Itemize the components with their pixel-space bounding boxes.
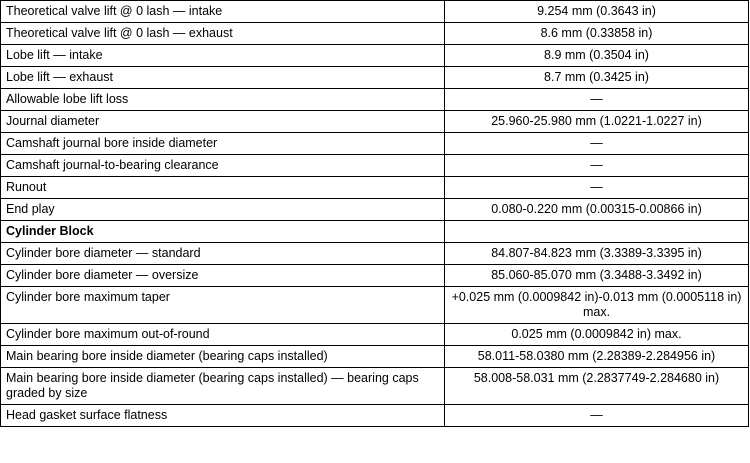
spec-label-cell: Allowable lobe lift loss [1, 89, 445, 111]
spec-label-cell: Cylinder bore diameter — oversize [1, 265, 445, 287]
spec-label-cell: Camshaft journal-to-bearing clearance [1, 155, 445, 177]
table-row [1, 133, 749, 155]
specifications-table-body [1, 1, 749, 427]
spec-value-cell: 0.080-0.220 mm (0.00315-0.00866 in) [445, 199, 749, 221]
spec-value-cell: 58.011-58.0380 mm (2.28389-2.284956 in) [445, 346, 749, 368]
table-row [1, 346, 749, 368]
table-row [1, 199, 749, 221]
spec-value-cell: 84.807-84.823 mm (3.3389-3.3395 in) [445, 243, 749, 265]
spec-value-cell: — [445, 89, 749, 111]
section-title: Cylinder Block [1, 221, 445, 243]
spec-value-cell: 25.960-25.980 mm (1.0221-1.0227 in) [445, 111, 749, 133]
spec-value-cell: 8.7 mm (0.3425 in) [445, 67, 749, 89]
spec-label-cell: Theoretical valve lift @ 0 lash — intake [1, 1, 445, 23]
table-row [1, 89, 749, 111]
spec-value-cell: 8.6 mm (0.33858 in) [445, 23, 749, 45]
table-row [1, 155, 749, 177]
spec-value-cell: 0.025 mm (0.0009842 in) max. [445, 324, 749, 346]
table-row [1, 265, 749, 287]
spec-value-cell: 9.254 mm (0.3643 in) [445, 1, 749, 23]
spec-value-cell: — [445, 155, 749, 177]
spec-value-cell: — [445, 177, 749, 199]
spec-label-cell: Main bearing bore inside diameter (bearing caps installed) — bearing caps graded by size [1, 368, 445, 405]
spec-value-cell: 8.9 mm (0.3504 in) [445, 45, 749, 67]
table-row [1, 243, 749, 265]
table-row [1, 368, 749, 405]
spec-label-cell: Journal diameter [1, 111, 445, 133]
spec-label-cell: Cylinder bore diameter — standard [1, 243, 445, 265]
spec-value-cell: — [445, 405, 749, 427]
spec-label-cell: Cylinder bore maximum taper [1, 287, 445, 324]
spec-value-cell: +0.025 mm (0.0009842 in)-0.013 mm (0.0005118 in) max. [445, 287, 749, 324]
spec-label-cell: Main bearing bore inside diameter (bearing caps installed) [1, 346, 445, 368]
spec-label-cell: Lobe lift — intake [1, 45, 445, 67]
spec-label-cell: Runout [1, 177, 445, 199]
section-value-cell [445, 221, 749, 243]
table-row [1, 45, 749, 67]
table-row [1, 67, 749, 89]
table-row [1, 23, 749, 45]
spec-label-cell: Camshaft journal bore inside diameter [1, 133, 445, 155]
table-row [1, 324, 749, 346]
spec-label-cell: Lobe lift — exhaust [1, 67, 445, 89]
table-row [1, 111, 749, 133]
table-row [1, 287, 749, 324]
spec-label-cell: Head gasket surface flatness [1, 405, 445, 427]
spec-label-cell: End play [1, 199, 445, 221]
table-row [1, 1, 749, 23]
spec-value-cell: 85.060-85.070 mm (3.3488-3.3492 in) [445, 265, 749, 287]
spec-label-cell: Theoretical valve lift @ 0 lash — exhaust [1, 23, 445, 45]
spec-value-cell: 58.008-58.031 mm (2.2837749-2.284680 in) [445, 368, 749, 405]
table-row [1, 405, 749, 427]
spec-label-cell: Cylinder bore maximum out-of-round [1, 324, 445, 346]
spec-value-cell: — [445, 133, 749, 155]
table-row [1, 177, 749, 199]
section-header-row [1, 221, 749, 243]
